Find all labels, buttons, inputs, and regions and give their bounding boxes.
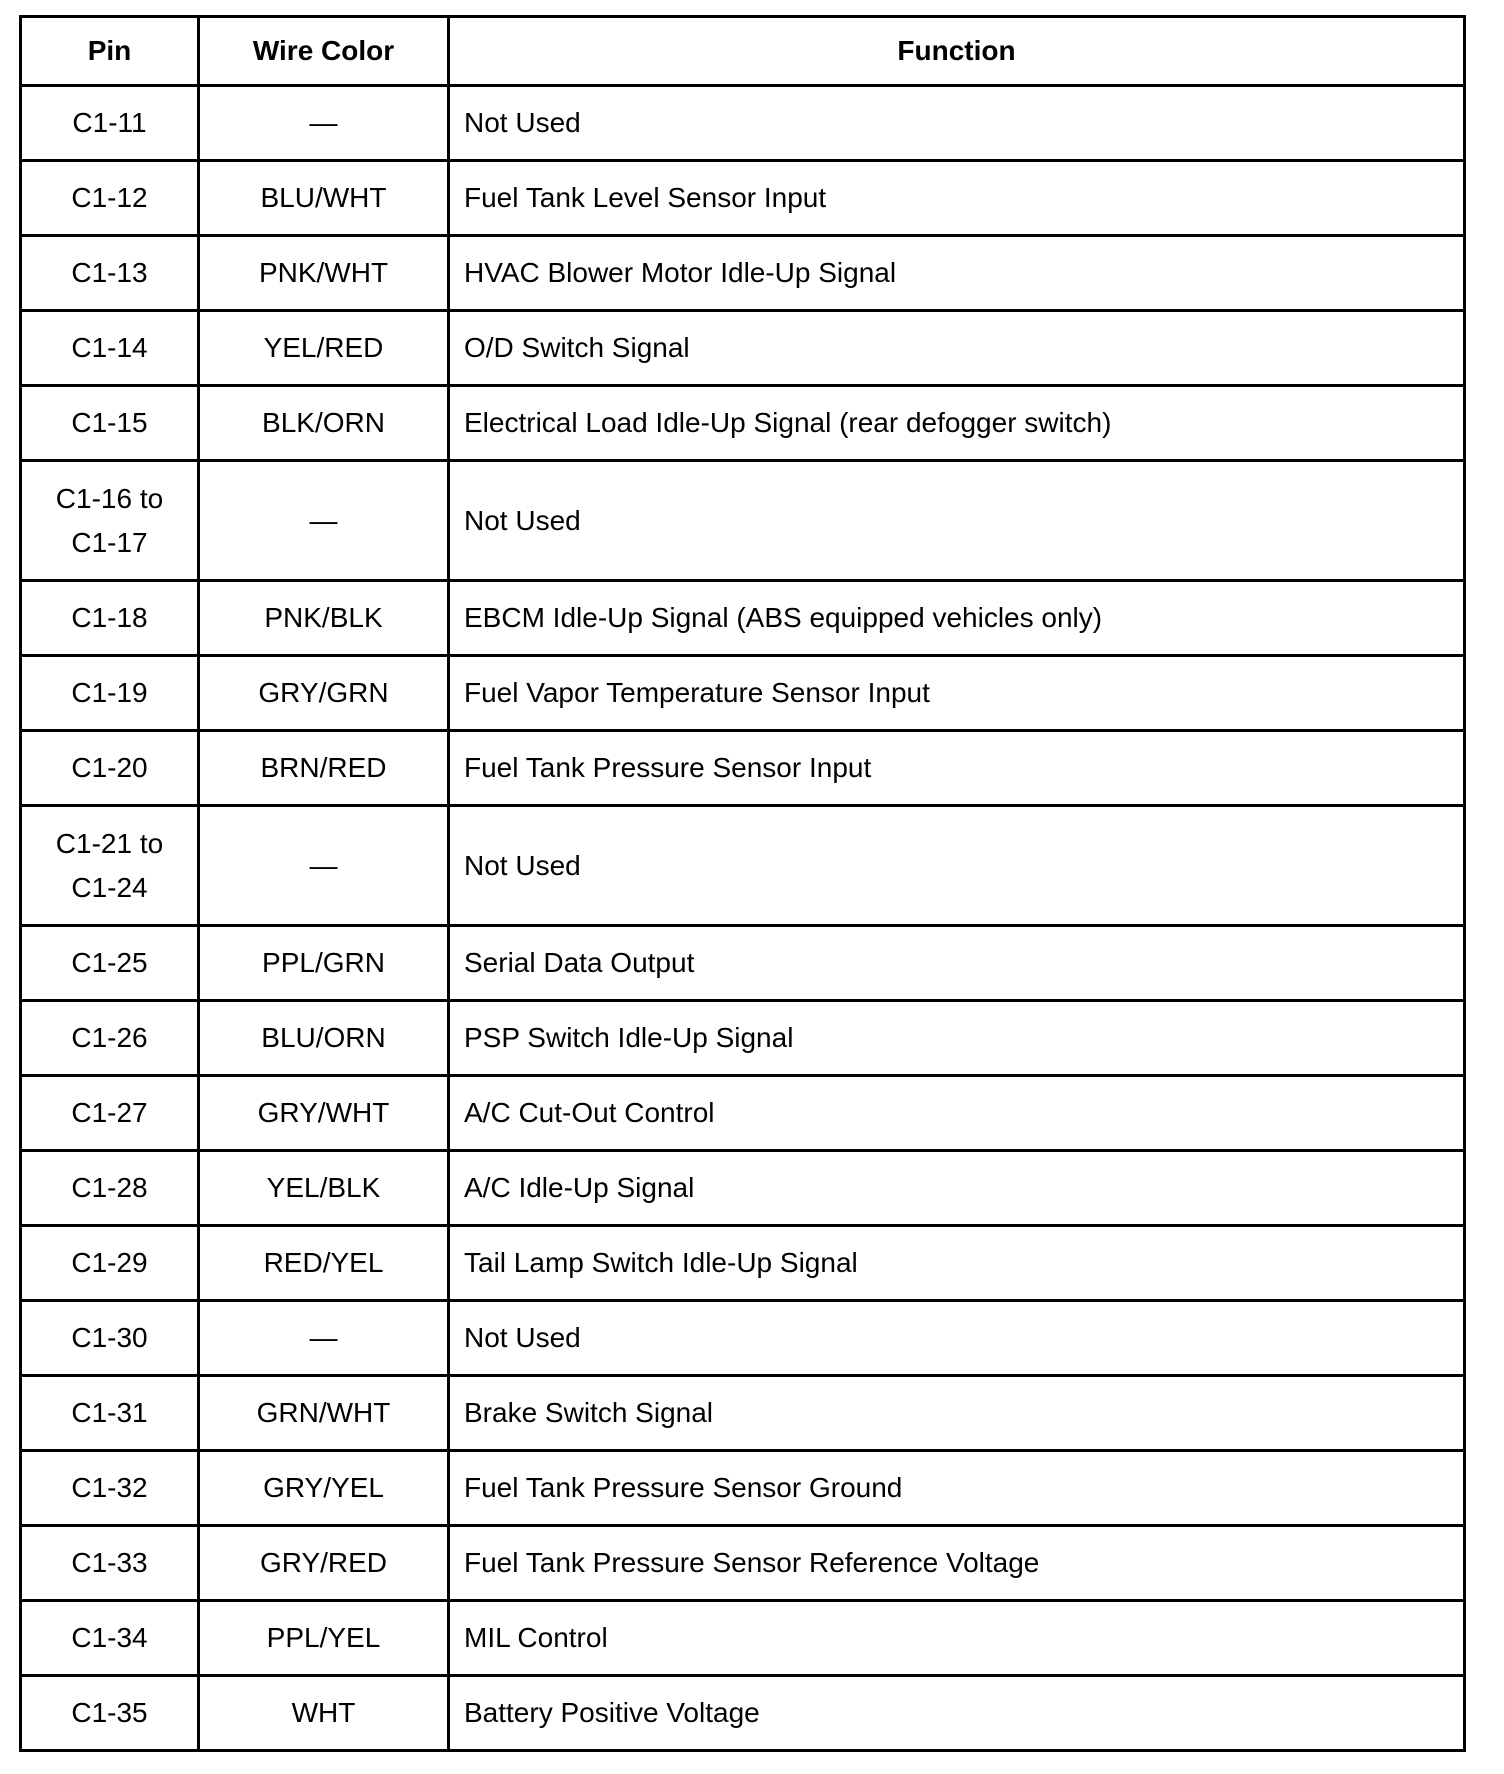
function-cell: PSP Switch Idle-Up Signal <box>449 1001 1465 1076</box>
table-row <box>21 1601 1465 1676</box>
header-pin: Pin <box>21 17 199 86</box>
wire-color-cell: WHT <box>199 1676 449 1751</box>
function-cell: HVAC Blower Motor Idle-Up Signal <box>449 236 1465 311</box>
function-cell: O/D Switch Signal <box>449 311 1465 386</box>
header-function: Function <box>449 17 1465 86</box>
wire-color-cell: GRY/YEL <box>199 1451 449 1526</box>
pin-cell <box>21 806 199 926</box>
function-cell: Not Used <box>449 1301 1465 1376</box>
wire-color-cell: GRY/WHT <box>199 1076 449 1151</box>
wire-color-cell: GRN/WHT <box>199 1376 449 1451</box>
wire-color-cell: — <box>199 806 449 926</box>
pin-range-start: C1-21 to <box>55 827 164 859</box>
table-row <box>21 656 1465 731</box>
function-cell: Fuel Tank Pressure Sensor Ground <box>449 1451 1465 1526</box>
table-row <box>21 1676 1465 1751</box>
pin-cell: C1-18 <box>21 581 199 656</box>
table-row <box>21 806 1465 926</box>
wire-color-cell: BRN/RED <box>199 731 449 806</box>
pin-cell: C1-26 <box>21 1001 199 1076</box>
wire-color-cell: PPL/YEL <box>199 1601 449 1676</box>
pin-cell: C1-32 <box>21 1451 199 1526</box>
wire-color-cell: RED/YEL <box>199 1226 449 1301</box>
table-row <box>21 236 1465 311</box>
function-cell: Battery Positive Voltage <box>449 1676 1465 1751</box>
wire-color-cell: — <box>199 1301 449 1376</box>
table-row <box>21 461 1465 581</box>
table-body <box>21 86 1465 1751</box>
table-row <box>21 161 1465 236</box>
pin-cell: C1-20 <box>21 731 199 806</box>
wire-color-cell: PNK/BLK <box>199 581 449 656</box>
pin-cell: C1-11 <box>21 86 199 161</box>
pin-cell: C1-34 <box>21 1601 199 1676</box>
function-cell: Fuel Tank Pressure Sensor Reference Voltage <box>449 1526 1465 1601</box>
pin-cell: C1-29 <box>21 1226 199 1301</box>
pin-cell: C1-30 <box>21 1301 199 1376</box>
wire-color-cell: PPL/GRN <box>199 926 449 1001</box>
wire-color-cell: GRY/GRN <box>199 656 449 731</box>
pinout-table-container <box>19 15 1466 1752</box>
table-row <box>21 1001 1465 1076</box>
pinout-table <box>19 15 1466 1752</box>
function-cell: Tail Lamp Switch Idle-Up Signal <box>449 1226 1465 1301</box>
pin-cell: C1-14 <box>21 311 199 386</box>
header-wire-color: Wire Color <box>199 17 449 86</box>
function-cell: Fuel Tank Level Sensor Input <box>449 161 1465 236</box>
pin-cell: C1-13 <box>21 236 199 311</box>
function-cell: A/C Idle-Up Signal <box>449 1151 1465 1226</box>
wire-color-cell: BLK/ORN <box>199 386 449 461</box>
pin-cell: C1-35 <box>21 1676 199 1751</box>
table-row <box>21 86 1465 161</box>
table-row <box>21 926 1465 1001</box>
wire-color-cell: GRY/RED <box>199 1526 449 1601</box>
table-row <box>21 1076 1465 1151</box>
wire-color-cell: BLU/WHT <box>199 161 449 236</box>
wire-color-cell: PNK/WHT <box>199 236 449 311</box>
pin-cell: C1-31 <box>21 1376 199 1451</box>
pin-cell: C1-19 <box>21 656 199 731</box>
table-row <box>21 1226 1465 1301</box>
pin-range-end: C1-24 <box>71 871 148 903</box>
pin-cell: C1-15 <box>21 386 199 461</box>
table-row <box>21 1526 1465 1601</box>
table-row <box>21 581 1465 656</box>
pin-cell: C1-25 <box>21 926 199 1001</box>
function-cell: Not Used <box>449 461 1465 581</box>
function-cell: Serial Data Output <box>449 926 1465 1001</box>
pin-range-end: C1-17 <box>71 526 148 558</box>
pin-cell: C1-27 <box>21 1076 199 1151</box>
function-cell: Brake Switch Signal <box>449 1376 1465 1451</box>
wire-color-cell: — <box>199 461 449 581</box>
pin-cell <box>21 461 199 581</box>
function-cell: Fuel Vapor Temperature Sensor Input <box>449 656 1465 731</box>
table-row <box>21 386 1465 461</box>
function-cell: Not Used <box>449 86 1465 161</box>
pin-range-start: C1-16 to <box>55 482 164 514</box>
wire-color-cell: BLU/ORN <box>199 1001 449 1076</box>
table-row <box>21 1451 1465 1526</box>
function-cell: EBCM Idle-Up Signal (ABS equipped vehicles only) <box>449 581 1465 656</box>
pin-cell: C1-28 <box>21 1151 199 1226</box>
pin-cell: C1-33 <box>21 1526 199 1601</box>
header-row <box>21 17 1465 86</box>
table-row <box>21 731 1465 806</box>
table-header <box>21 17 1465 86</box>
table-row <box>21 1376 1465 1451</box>
function-cell: Electrical Load Idle-Up Signal (rear defogger switch) <box>449 386 1465 461</box>
table-row <box>21 1301 1465 1376</box>
function-cell: Not Used <box>449 806 1465 926</box>
table-row <box>21 311 1465 386</box>
table-row <box>21 1151 1465 1226</box>
wire-color-cell: — <box>199 86 449 161</box>
wire-color-cell: YEL/RED <box>199 311 449 386</box>
function-cell: MIL Control <box>449 1601 1465 1676</box>
pin-cell: C1-12 <box>21 161 199 236</box>
function-cell: Fuel Tank Pressure Sensor Input <box>449 731 1465 806</box>
wire-color-cell: YEL/BLK <box>199 1151 449 1226</box>
function-cell: A/C Cut-Out Control <box>449 1076 1465 1151</box>
